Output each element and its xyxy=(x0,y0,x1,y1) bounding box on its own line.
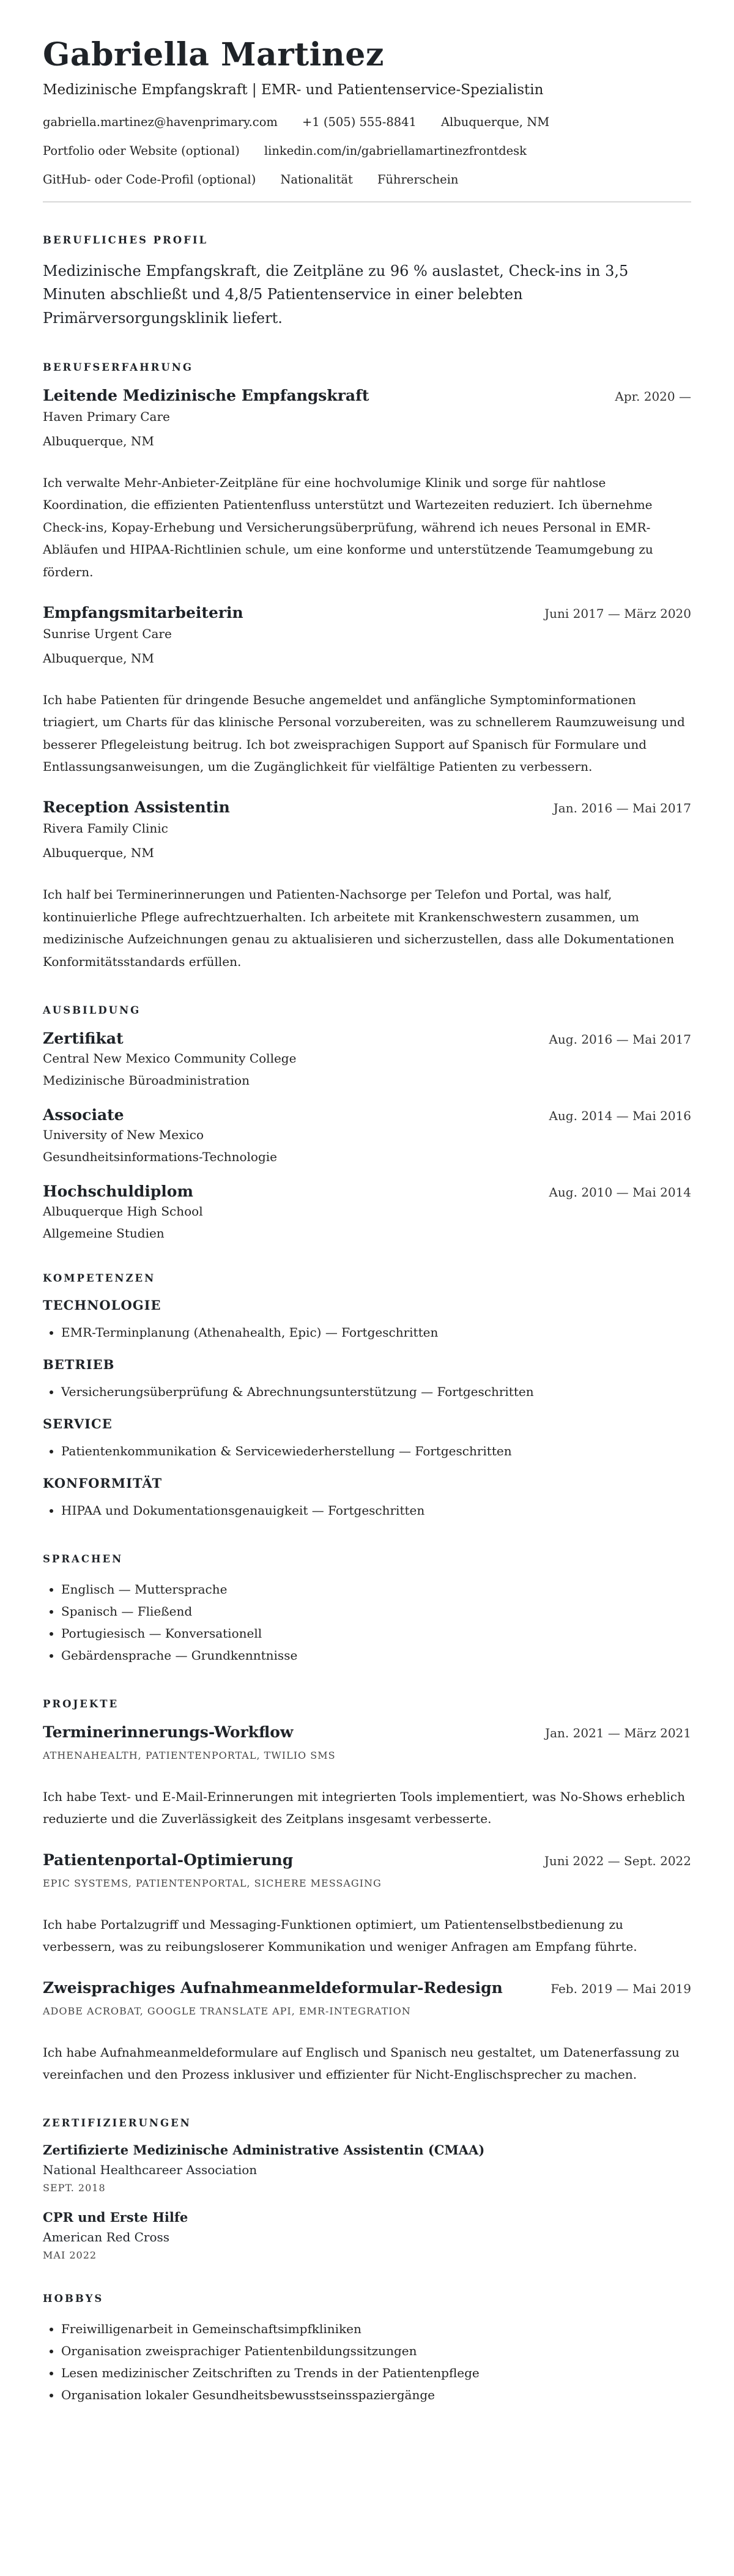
education-date: Aug. 2016 — Mai 2017 xyxy=(549,1032,691,1047)
project-tech: EPIC SYSTEMS, PATIENTENPORTAL, SICHERE MESSAGING xyxy=(43,1877,382,1889)
section-title-certifications: ZERTIFIZIERUNGEN xyxy=(43,2117,191,2129)
job-description: Ich verwalte Mehr-Anbieter-Zeitpläne für eine hochvolumige Klinik und sorge für nahtlose Koordination, die effizienten Patientenfluss unterstützt und Wartezeiten reduziert. Ich übernehme Check-ins, Kopay-Erhebung und Versicherungsüberprüfung, während ich neues Personal in EMR-Abläufen und HIPAA-Richtlinien schule, um eine konforme und unterstützende Teamumgebung zu fördern. xyxy=(43,475,653,579)
summary-text: Medizinische Empfangskraft, die Zeitpläne zu 96 % auslastet, Check-ins in 3,5 Minuten abschließt und 4,8/5 Patientenservice in einer belebten Primärversorgungsklinik liefert. xyxy=(43,262,629,327)
education-date: Aug. 2010 — Mai 2014 xyxy=(549,1185,691,1200)
github-link[interactable]: GitHub- oder Code-Profil (optional) xyxy=(43,172,256,187)
language-item: • Englisch — Muttersprache xyxy=(61,1578,691,1600)
job-title: Empfangsmitarbeiterin xyxy=(43,603,243,622)
portfolio-link[interactable]: Portfolio oder Website (optional) xyxy=(43,143,240,158)
nationality: Nationalität xyxy=(280,172,353,187)
header-divider xyxy=(43,201,691,202)
linkedin-link[interactable]: linkedin.com/in/gabriellamartinezfrontdesk xyxy=(264,143,527,158)
experience-entry xyxy=(43,798,691,973)
skill-group-title: BETRIEB xyxy=(43,1357,115,1373)
section-title-experience: BERUFSERFAHRUNG xyxy=(43,361,193,373)
certification-issuer: National Healthcareer Association xyxy=(43,2162,258,2178)
skill-item: • Patientenkommunikation & Servicewiederherstellung — Fortgeschritten xyxy=(61,1440,691,1462)
certification-date: MAI 2022 xyxy=(43,2249,97,2262)
job-title: Leitende Medizinische Empfangskraft xyxy=(43,386,369,404)
certification-entry xyxy=(43,2210,691,2261)
project-date: Feb. 2019 — Mai 2019 xyxy=(550,1981,691,1996)
employer: Rivera Family Clinic xyxy=(43,821,168,836)
degree: Associate xyxy=(43,1106,124,1124)
project-description: Ich habe Portalzugriff und Messaging-Funktionen optimiert, um Patientenselbstbedienung zu verbessern, was zu reibungsloserer Kommunikation und weniger Anfragen am Empfang führte. xyxy=(43,1917,637,1954)
job-title: Reception Assistentin xyxy=(43,798,230,817)
section-title-education: AUSBILDUNG xyxy=(43,1004,141,1017)
certification-title: CPR und Erste Hilfe xyxy=(43,2210,188,2225)
language-list xyxy=(43,1578,691,1666)
project-tech: ATHENAHEALTH, PATIENTENPORTAL, TWILIO SMS xyxy=(43,1750,336,1762)
language-item: • Portugiesisch — Konversationell xyxy=(61,1622,691,1644)
candidate-name: Gabriella Martinez xyxy=(43,36,384,73)
job-date: Jan. 2016 — Mai 2017 xyxy=(553,801,691,816)
education-entry xyxy=(43,1182,691,1241)
degree: Hochschuldiplom xyxy=(43,1182,193,1201)
contact-row-2 xyxy=(43,144,691,158)
job-date: Juni 2017 — März 2020 xyxy=(544,606,691,621)
project-entry xyxy=(43,1851,691,1958)
certification-date: SEPT. 2018 xyxy=(43,2182,106,2194)
contact-row-1 xyxy=(43,115,691,129)
experience-entry xyxy=(43,387,691,583)
hobby-item: • Organisation lokaler Gesundheitsbewusstseinsspaziergänge xyxy=(61,2384,691,2406)
employer: Sunrise Urgent Care xyxy=(43,626,172,641)
school: Albuquerque High School xyxy=(43,1204,203,1219)
certification-issuer: American Red Cross xyxy=(43,2230,170,2245)
contact-row-3 xyxy=(43,173,691,187)
section-title-skills: KOMPETENZEN xyxy=(43,1272,156,1285)
skill-group xyxy=(43,1357,691,1403)
school: University of New Mexico xyxy=(43,1127,204,1143)
skill-group-title: KONFORMITÄT xyxy=(43,1475,163,1491)
language-item: • Spanisch — Fließend xyxy=(61,1600,691,1622)
hobby-item: • Freiwilligenarbeit in Gemeinschaftsimpfkliniken xyxy=(61,2318,691,2340)
project-title: Zweisprachiges Aufnahmeanmeldeformular-Redesign xyxy=(43,1978,503,1997)
project-description: Ich habe Aufnahmeanmeldeformulare auf Englisch und Spanisch neu gestaltet, um Datenerfassung zu vereinfachen und den Prozess inklusiver und effizienter für Nicht-Englischsprecher zu machen. xyxy=(43,2044,680,2082)
experience-entry xyxy=(43,604,691,778)
phone[interactable]: +1 (505) 555-8841 xyxy=(302,114,417,129)
hobby-item: • Organisation zweisprachiger Patientenbildungssitzungen xyxy=(61,2340,691,2362)
project-entry xyxy=(43,1979,691,2086)
project-date: Jan. 2021 — März 2021 xyxy=(545,1726,691,1741)
drivers-license: Führerschein xyxy=(377,172,459,187)
email[interactable]: gabriella.martinez@havenprimary.com xyxy=(43,114,278,129)
field-of-study: Allgemeine Studien xyxy=(43,1226,165,1241)
skill-group xyxy=(43,1297,691,1343)
skill-item: • Versicherungsüberprüfung & Abrechnungsunterstützung — Fortgeschritten xyxy=(61,1381,691,1403)
education-entry xyxy=(43,1030,691,1088)
hobby-item: • Lesen medizinischer Zeitschriften zu Trends in der Patientenpflege xyxy=(61,2362,691,2384)
section-title-summary: BERUFLICHES PROFIL xyxy=(43,234,209,246)
job-location: Albuquerque, NM xyxy=(43,845,154,861)
section-title-projects: PROJEKTE xyxy=(43,1698,119,1710)
job-location: Albuquerque, NM xyxy=(43,650,154,666)
job-description: Ich half bei Terminerinnerungen und Patienten-Nachsorge per Telefon und Portal, was half, kontinuierliche Pflege aufrechtzuerhalten. Ich arbeitete mit Krankenschwestern zusammen, um medizinische Aufzeichnungen genau zu aktualisieren und sicherzustellen, dass alle Dokumentationen Konformitätsstandards erfüllen. xyxy=(43,887,675,969)
skill-item: • EMR-Terminplanung (Athenahealth, Epic) — Fortgeschritten xyxy=(61,1321,691,1343)
skill-group-title: TECHNOLOGIE xyxy=(43,1297,161,1313)
headline: Medizinische Empfangskraft | EMR- und Patientenservice-Spezialistin xyxy=(43,81,544,98)
certification-entry xyxy=(43,2142,691,2194)
project-title: Terminerinnerungs-Workflow xyxy=(43,1723,294,1742)
hobby-list xyxy=(43,2318,691,2406)
certification-title: Zertifizierte Medizinische Administrative Assistentin (CMAA) xyxy=(43,2142,485,2158)
language-item: • Gebärdensprache — Grundkenntnisse xyxy=(61,1644,691,1666)
field-of-study: Gesundheitsinformations-Technologie xyxy=(43,1149,277,1165)
school: Central New Mexico Community College xyxy=(43,1051,297,1066)
degree: Zertifikat xyxy=(43,1030,124,1048)
skill-group xyxy=(43,1475,691,1521)
skill-group-title: SERVICE xyxy=(43,1416,113,1432)
education-entry xyxy=(43,1106,691,1164)
project-description: Ich habe Text- und E-Mail-Erinnerungen mit integrierten Tools implementiert, was No-Shows erheblich reduzierte und die Zuverlässigkeit des Zeitplans insgesamt verbesserte. xyxy=(43,1789,685,1827)
employer: Haven Primary Care xyxy=(43,409,170,424)
job-location: Albuquerque, NM xyxy=(43,433,154,448)
project-entry xyxy=(43,1723,691,1830)
job-date: Apr. 2020 — xyxy=(615,388,691,404)
skill-group xyxy=(43,1416,691,1462)
project-title: Patientenportal-Optimierung xyxy=(43,1850,294,1869)
skill-item: • HIPAA und Dokumentationsgenauigkeit — Fortgeschritten xyxy=(61,1499,691,1521)
job-description: Ich habe Patienten für dringende Besuche angemeldet und anfängliche Symptominformationen triagiert, um Charts für das klinische Personal vorzubereiten, was zu schnellerem Raumzuweisung und besserer Pflegeleistung beitrug. Ich bot zweisprachigen Support auf Spanisch für Formulare und Entlassungsanweisungen, um die Zugänglichkeit für vielfältige Patienten zu verbessern. xyxy=(43,692,685,774)
section-title-hobbies: HOBBYS xyxy=(43,2293,104,2305)
project-tech: ADOBE ACROBAT, GOOGLE TRANSLATE API, EMR-INTEGRATION xyxy=(43,2005,411,2017)
field-of-study: Medizinische Büroadministration xyxy=(43,1073,250,1088)
location: Albuquerque, NM xyxy=(440,114,550,129)
project-date: Juni 2022 — Sept. 2022 xyxy=(544,1853,691,1868)
section-title-languages: SPRACHEN xyxy=(43,1553,124,1565)
education-date: Aug. 2014 — Mai 2016 xyxy=(549,1108,691,1124)
